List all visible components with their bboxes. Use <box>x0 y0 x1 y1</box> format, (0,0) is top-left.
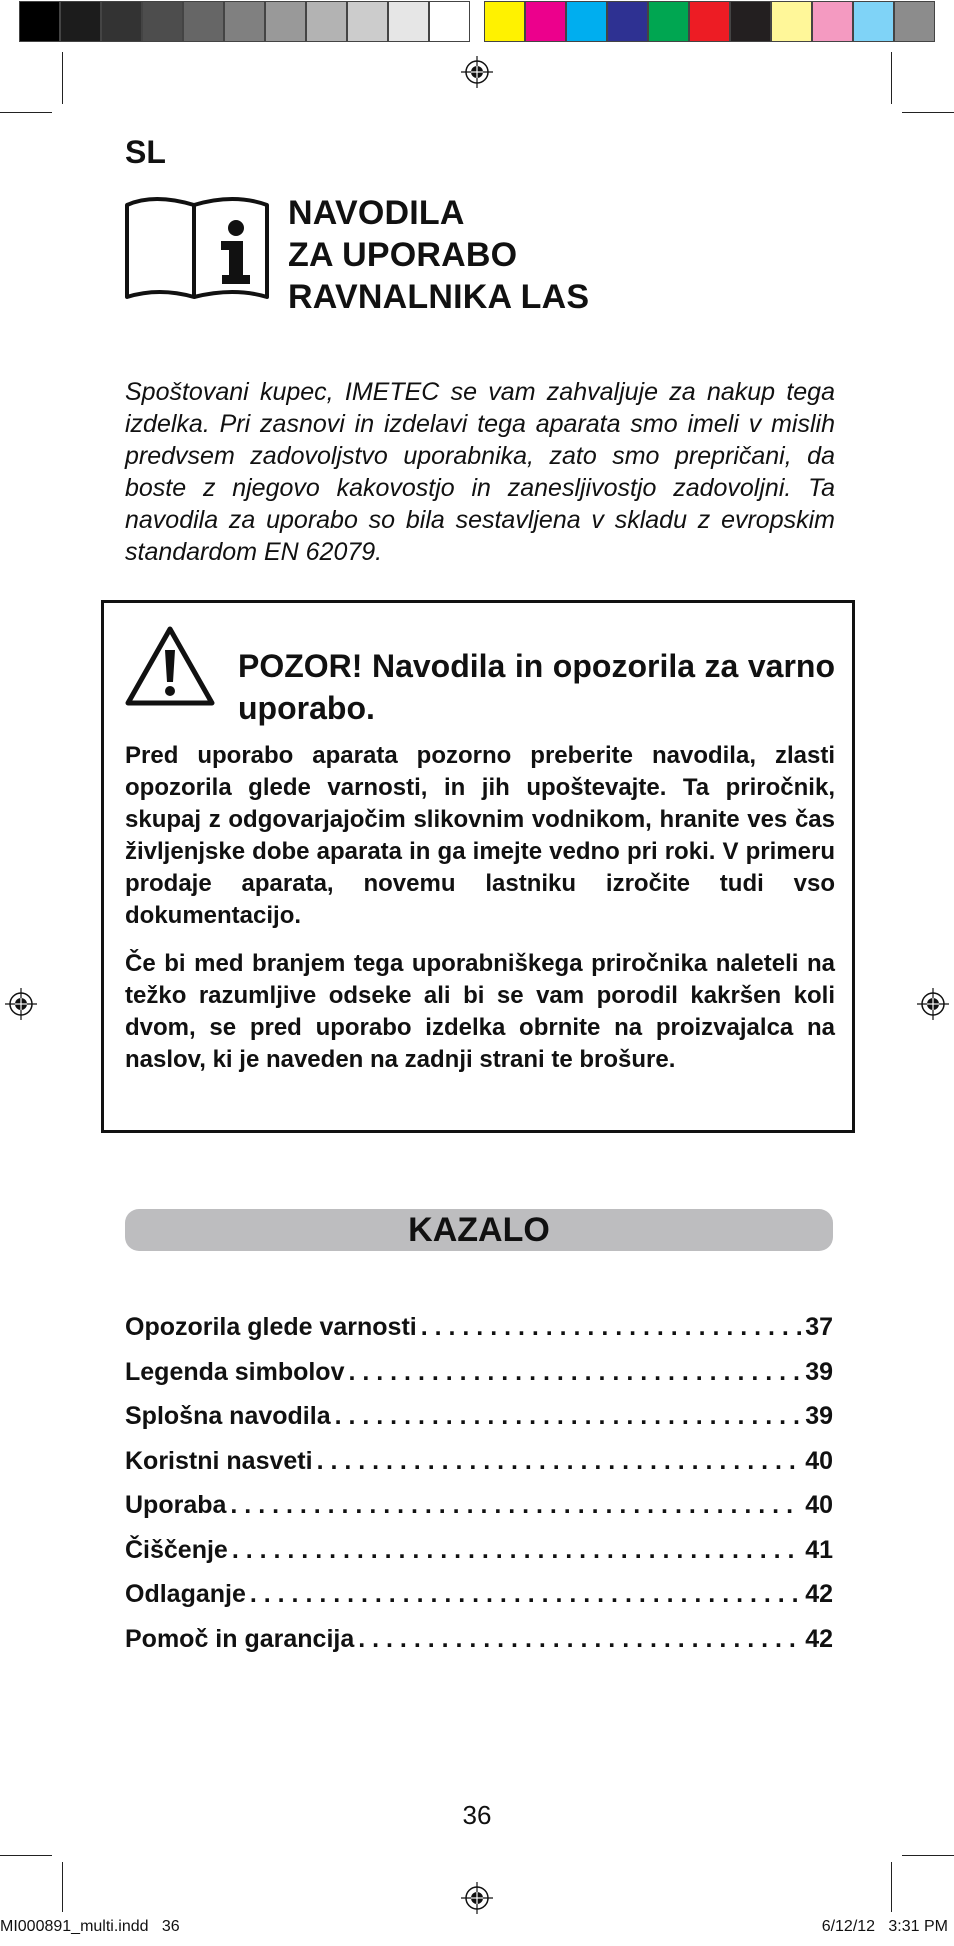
toc-entry-page: 42 <box>805 1624 833 1653</box>
toc-dot-leader <box>232 1536 801 1565</box>
toc-entry-page: 40 <box>805 1446 833 1475</box>
toc-dot-leader <box>250 1580 801 1609</box>
gray-swatch <box>60 1 101 42</box>
instruction-book-icon <box>124 195 270 301</box>
gray-swatch <box>19 1 60 42</box>
toc-entry <box>125 1447 833 1479</box>
registration-mark-icon <box>461 1882 493 1914</box>
toc-dot-leader <box>421 1313 801 1342</box>
gray-swatch <box>142 1 183 42</box>
gray-swatch <box>347 1 388 42</box>
toc-entry-label: Legenda simbolov <box>125 1357 345 1386</box>
toc-dot-leader <box>317 1447 802 1476</box>
crop-mark <box>902 112 954 113</box>
warning-triangle-icon <box>123 624 217 708</box>
page-number: 36 <box>462 1800 492 1830</box>
manual-title-line: ZA UPORABO <box>288 236 518 274</box>
crop-mark <box>62 52 63 104</box>
toc-entry-page: 42 <box>805 1580 833 1608</box>
toc-entry-label: Koristni nasveti <box>125 1446 313 1475</box>
toc-entry-label: Čiščenje <box>125 1535 228 1564</box>
toc-entry <box>125 1313 833 1345</box>
gray-swatch <box>101 1 142 42</box>
manual-title-line: RAVNALNIKA LAS <box>288 278 590 316</box>
warning-paragraph: Če bi med branjem tega uporabniškega priročnika naleteli na težko razumljive odseke ali bi se vam porodil kakršen koli dvom, se pred uporabo izdelka obrnite na proizvajalca na naslov, ki je naveden na zadnji strani te brošure. <box>125 950 835 1073</box>
crop-mark <box>0 112 52 113</box>
color-swatch <box>525 1 566 42</box>
index-title: KAZALO <box>408 1211 550 1249</box>
toc-entry <box>125 1358 833 1390</box>
crop-mark <box>62 1862 63 1912</box>
toc-dot-leader <box>348 1358 801 1387</box>
color-swatch <box>566 1 607 42</box>
registration-mark-icon <box>461 56 493 88</box>
crop-mark <box>902 1855 954 1856</box>
color-swatch <box>689 1 730 42</box>
toc-entry-label: Pomoč in garancija <box>125 1624 355 1653</box>
toc-entry <box>125 1580 833 1612</box>
footer-file-name: MI000891_multi.indd 36 <box>0 1918 180 1935</box>
toc-entry-page: 37 <box>805 1313 833 1341</box>
gray-swatch <box>388 1 429 42</box>
color-swatch <box>730 1 771 42</box>
toc-entry-label: Splošna navodila <box>125 1402 331 1430</box>
crop-mark <box>891 1862 892 1912</box>
registration-mark-icon <box>5 988 37 1020</box>
toc-dot-leader <box>230 1491 801 1520</box>
toc-entry <box>125 1625 833 1657</box>
color-swatch <box>607 1 648 42</box>
toc-entry-label: Uporaba <box>125 1491 227 1519</box>
color-swatch <box>894 1 935 42</box>
registration-mark-icon <box>917 988 949 1020</box>
crop-mark <box>0 1855 52 1856</box>
color-swatch <box>648 1 689 42</box>
toc-entry-label: Opozorila glede varnosti <box>125 1313 417 1341</box>
crop-mark <box>891 52 892 104</box>
toc-entry-page: 39 <box>805 1357 833 1386</box>
toc-entry <box>125 1536 833 1568</box>
toc-entry-page: 40 <box>805 1491 833 1519</box>
color-swatch <box>812 1 853 42</box>
toc-entry <box>125 1402 833 1434</box>
intro-paragraph: Spoštovani kupec, IMETEC se vam zahvaljuje za nakup tega izdelka. Pri zasnovi in izdelavi tega aparata smo imeli v mislih predvsem zadovoljstvo uporabnika, zato smo prepričani, da boste z njegovo kakovostjo in zanesljivostjo zadovoljni. Ta navodila za uporabo so bila sestavljena v skladu z evropskim standardom EN 62079. <box>125 378 835 566</box>
gray-swatch <box>306 1 347 42</box>
toc-dot-leader <box>335 1402 802 1431</box>
toc-dot-leader <box>358 1625 801 1654</box>
manual-title-line: NAVODILA <box>288 194 465 232</box>
gray-swatch <box>183 1 224 42</box>
gray-swatch <box>224 1 265 42</box>
warning-paragraph: Pred uporabo aparata pozorno preberite navodila, zlasti opozorila glede varnosti, in jih upoštevajte. Ta priročnik, skupaj z odgovarjajočim slikovnim vodnikom, hranite ves čas življenjske dobe aparata in ga imejte vedno pri roki. V primeru prodaje aparata, novemu lastniku izročite tudi vso dokumentacijo. <box>125 742 835 929</box>
color-swatch <box>853 1 894 42</box>
color-swatch <box>771 1 812 42</box>
toc-entry-label: Odlaganje <box>125 1580 246 1608</box>
toc-entry-page: 41 <box>805 1535 833 1564</box>
warning-title: POZOR! Navodila in opozorila za varno uporabo. <box>238 648 835 726</box>
color-swatch <box>484 1 525 42</box>
gray-swatch <box>429 1 470 42</box>
gray-swatch <box>265 1 306 42</box>
footer-date-time: 6/12/12 3:31 PM <box>821 1918 948 1935</box>
toc-entry-page: 39 <box>805 1402 833 1430</box>
toc-entry <box>125 1491 833 1523</box>
language-code: SL <box>125 134 166 170</box>
